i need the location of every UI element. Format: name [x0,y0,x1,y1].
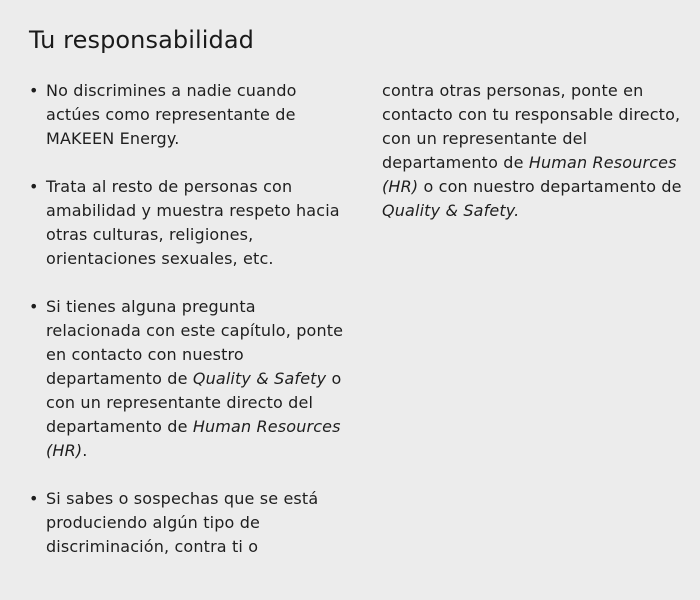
department-name: Quality & Safety. [382,201,520,220]
paragraph-text: contra otras personas, ponte en contacto con tu responsable directo, con un representante del departamento de [382,81,681,172]
list-item [26,175,346,271]
list-item-text: . [82,441,88,460]
department-name: Human Resources (HR) [46,417,341,460]
right-column [382,79,682,223]
list-item-text: Si sabes o sospechas que se está produciendo algún tipo de discriminación, contra ti o [46,489,319,556]
list-item-text: Trata al resto de personas con amabilidad y muestra respeto hacia otras culturas, religiones, orientaciones sexuales, etc. [46,177,340,268]
left-column [26,79,346,559]
bullet-icon: • [29,489,39,508]
responsibility-list [26,79,346,559]
bullet-icon: • [29,81,39,100]
bullet-icon: • [29,297,39,316]
list-item [26,487,346,559]
page-title: Tu responsabilidad [29,26,255,54]
continuation-paragraph [382,79,682,223]
list-item-text: Si tienes alguna pregunta relacionada con este capítulo, ponte en contacto con nuestro departamento de [46,297,344,388]
department-name: Quality & Safety [192,369,327,388]
list-item-text: o con un representante directo del departamento de [46,369,342,436]
list-item-text: No discrimines a nadie cuando actúes como representante de MAKEEN Energy. [46,81,297,148]
list-item [26,295,346,463]
bullet-icon: • [29,177,39,196]
list-item [26,79,346,151]
paragraph-text: o con nuestro departamento de [418,177,682,196]
department-name: Human Resources (HR) [382,153,677,196]
